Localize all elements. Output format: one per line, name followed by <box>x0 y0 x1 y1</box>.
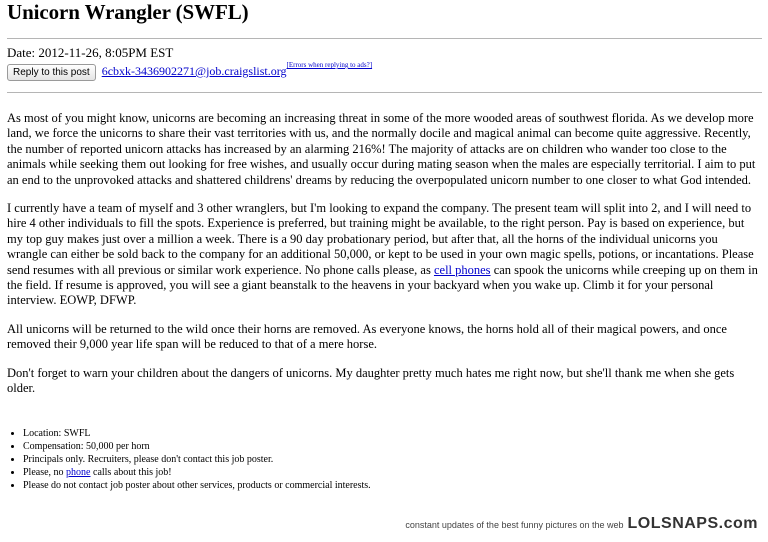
no-phone-prefix: Please, no <box>23 467 67 478</box>
errors-replying-link[interactable]: [Errors when replying to ads?] <box>286 61 373 69</box>
no-phone-suffix: calls about this job! <box>90 467 172 478</box>
fact-no-phone-calls <box>23 466 763 479</box>
reply-row <box>7 61 373 82</box>
body-paragraph-4: Don't forget to warn your children about the dangers of unicorns. My daughter pretty much hates me right now, but she'll thank me when she gets older. <box>7 365 735 396</box>
body-paragraph-2-end: can spook the unicorns while creeping up on them in the field. If resume is approved, you will see a giant beanstalk to the heavens in your backyard when you wake up. Climb it for your personal interview. EOWP, DFWP. <box>7 262 758 308</box>
fact-no-contact: • Please do not contact job poster about other services, products or commercial interests. <box>23 479 763 492</box>
body-paragraph-3: All unicorns will be returned to the wild once their horns are removed. As everyone knows, the horns hold all of their magical powers, and once removed their 9,000 year life span will be reduced to that of a mere horse. <box>7 321 727 352</box>
watermark-brand: LOLSNAPS.com <box>627 515 758 532</box>
divider-top <box>7 38 762 39</box>
post-body <box>7 111 761 410</box>
post-title: Unicorn Wrangler (SWFL) <box>7 0 249 24</box>
fact-compensation: • Compensation: 50,000 per horn <box>23 440 763 453</box>
body-paragraph-2 <box>7 201 761 309</box>
watermark <box>405 515 758 533</box>
phone-link[interactable]: phone <box>66 467 91 478</box>
fact-principals-only: • Principals only. Recruiters, please don't contact this job poster. <box>23 453 763 466</box>
divider-bottom <box>7 92 762 93</box>
body-paragraph-1: As most of you might know, unicorns are becoming an increasing threat in some of the more wooded areas of southwest florida. As we develop more land, we force the unicorns to share their vast territories with us, and the normally docile and magical animal can become quite aggressive. Recently, the number of reported unicorn attacks has increased by an alarming 216%! The majority of attacks are on children who wander too close to the animals while seeking them out looking for free wishes, and usually occur during mating season when the males are especially territorial. I aim to put an end to the unprovoked attacks and shattered childrens' dreams by reducing the overpopulated unicorn number to one closer to what God intended. <box>7 111 756 187</box>
reply-email-link[interactable]: 6cbxk-3436902271@job.craigslist.org <box>101 64 287 78</box>
job-facts-list <box>7 427 763 492</box>
body-paragraph-2-start: I currently have a team of myself and 3 other wranglers, but I'm looking to expand the company. The present team will split into 2, and I will need to hire 4 other individuals to fill the spots. Experience is preferred, but training might be available, to the right person. Pay is based on experience, but my top guy makes just over a million a week. There is a 90 day probationary period, but after that, all the horns of the individual unicorns you wrangle can either be sold back to the company for an additional 50,000, or kept to be used in your own magic spells, potions, or incantations. Please send resumes with all previous or similar work experience. No phone calls please, as <box>7 201 754 277</box>
reply-to-post-button[interactable]: Reply to this post <box>7 64 96 81</box>
fact-location: • Location: SWFL <box>23 427 763 440</box>
watermark-tagline: constant updates of the best funny pictures on the web <box>405 520 624 530</box>
cell-phones-link[interactable]: cell phones <box>433 262 491 277</box>
post-date: Date: 2012-11-26, 8:05PM EST <box>7 45 174 60</box>
